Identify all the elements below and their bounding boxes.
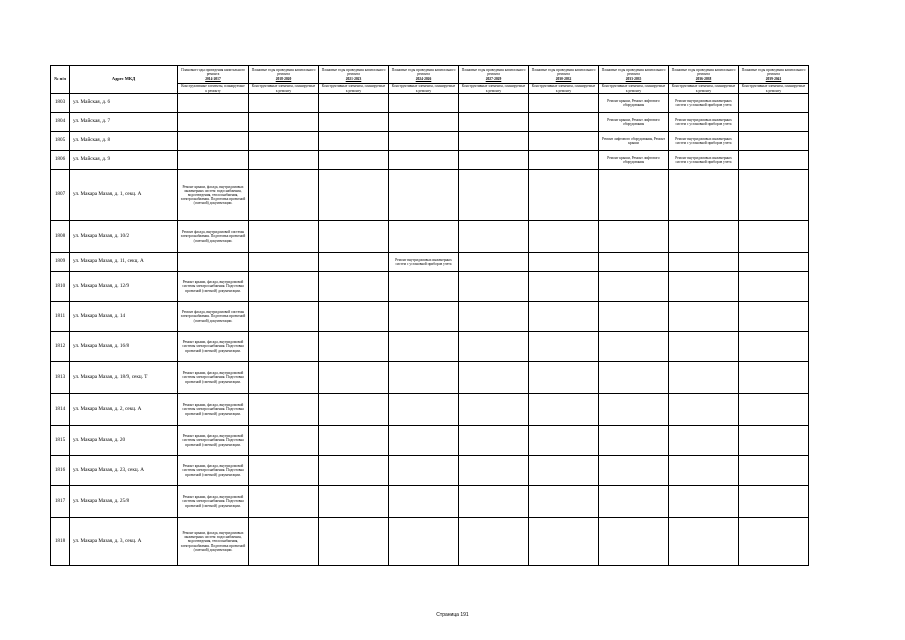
work-cell: Ремонт крыши, Ремонт лифтового оборудования: [599, 151, 669, 170]
header-period: [739, 66, 809, 84]
work-cell: [319, 151, 389, 170]
row-address: ул. Макара Мазая, д. 12/9: [70, 272, 178, 302]
work-cell: [319, 362, 389, 394]
work-cell: Ремонт крыши, фасада, внутридомовой системы электроснабжения. Подготовка проектной (сметной) документации.: [178, 272, 249, 302]
row-address: ул. Макара Мазая, д. 20: [70, 426, 178, 456]
work-cell: Ремонт крыши, фасада, внутридомовой системы электроснабжения. Подготовка проектной (сметной) документации.: [178, 486, 249, 518]
work-cell: [669, 486, 739, 518]
period-years: 2036-2038: [695, 76, 712, 81]
row-number: 1815: [51, 426, 70, 456]
work-cell: Ремонт крыши, фасада, внутридомовых инженерных систем: водоснабжения, водоотведения, теплоснабжения, электроснабжения. Подготовка проектной (сметной) документации.: [178, 518, 249, 566]
work-cell: [529, 132, 599, 151]
work-cell: [389, 94, 459, 113]
work-cell: [599, 362, 669, 394]
work-cell: [319, 272, 389, 302]
row-address: ул. Макара Мазая, д. 2, секц. А: [70, 394, 178, 426]
table-row: [51, 332, 809, 362]
work-cell: [178, 132, 249, 151]
header-address: Адрес МКД: [70, 66, 178, 94]
work-cell: [249, 151, 319, 170]
work-cell: [669, 272, 739, 302]
work-cell: [739, 426, 809, 456]
work-cell: [459, 253, 529, 272]
work-cell: [529, 221, 599, 253]
work-cell: [669, 221, 739, 253]
work-cell: [249, 456, 319, 486]
work-cell: Ремонт внутридомовых инженерных систем с установкой приборов учета: [669, 94, 739, 113]
work-cell: [249, 426, 319, 456]
row-number: 1808: [51, 221, 70, 253]
work-cell: Ремонт лифтового оборудования, Ремонт крыши: [599, 132, 669, 151]
row-address: ул. Макара Мазая, д. 16/8: [70, 332, 178, 362]
period-title: Плановые годы проведения капитального ремонта: [671, 68, 736, 77]
work-cell: Ремонт крыши, фасада, внутридомовой системы электроснабжения. Подготовка проектной (сметной) документации.: [178, 332, 249, 362]
work-cell: [389, 132, 459, 151]
work-cell: [249, 362, 319, 394]
work-cell: [529, 272, 599, 302]
work-cell: [389, 426, 459, 456]
work-cell: Ремонт фасада, внутридомовой системы электроснабжения. Подготовка проектной (сметной) документации.: [178, 221, 249, 253]
work-cell: [459, 486, 529, 518]
work-cell: [178, 94, 249, 113]
work-cell: [739, 518, 809, 566]
work-cell: [249, 253, 319, 272]
work-cell: Ремонт крыши, фасада, внутридомовой системы электроснабжения. Подготовка проектной (сметной) документации.: [178, 426, 249, 456]
work-cell: [249, 486, 319, 518]
work-cell: [459, 394, 529, 426]
work-cell: [249, 221, 319, 253]
work-cell: [249, 272, 319, 302]
row-number: 1811: [51, 302, 70, 332]
table-row: [51, 272, 809, 302]
table-row: [51, 113, 809, 132]
period-years: 2021-2023: [345, 76, 362, 81]
table-row: [51, 362, 809, 394]
work-cell: [669, 394, 739, 426]
period-years: 2033-2035: [625, 76, 642, 81]
header-subtitle: Конструктивные элементы, планируемые к ремонту: [599, 84, 669, 94]
row-address: ул. Макара Мазая, д. 23, секц. А: [70, 456, 178, 486]
header-period: [599, 66, 669, 84]
work-cell: [599, 456, 669, 486]
work-cell: [669, 518, 739, 566]
work-cell: [739, 302, 809, 332]
work-cell: [739, 253, 809, 272]
work-cell: [249, 132, 319, 151]
work-cell: [739, 113, 809, 132]
work-cell: [739, 394, 809, 426]
period-years: 2030-2032: [555, 76, 572, 81]
work-cell: Ремонт внутридомовых инженерных систем с установкой приборов учета: [669, 113, 739, 132]
row-address: ул. Макара Мазая, д. 3, секц. А: [70, 518, 178, 566]
work-cell: [669, 253, 739, 272]
row-address: ул. Майская, д. 9: [70, 151, 178, 170]
work-cell: [599, 394, 669, 426]
table-row: [51, 518, 809, 566]
work-cell: [319, 394, 389, 426]
work-cell: Ремонт фасада, внутридомовой системы электроснабжения. Подготовка проектной (сметной) документации.: [178, 302, 249, 332]
table-header: [51, 66, 809, 94]
row-number: 1803: [51, 94, 70, 113]
work-cell: [529, 113, 599, 132]
period-title: Плановые годы проведения капитального ремонта: [531, 68, 596, 77]
work-cell: [459, 426, 529, 456]
work-cell: [459, 518, 529, 566]
row-number: 1807: [51, 170, 70, 221]
work-cell: [529, 151, 599, 170]
header-period: [529, 66, 599, 84]
work-cell: [669, 332, 739, 362]
table-row: [51, 94, 809, 113]
work-cell: [319, 456, 389, 486]
work-cell: [178, 253, 249, 272]
row-address: ул. Майская, д. 8: [70, 132, 178, 151]
work-cell: [178, 113, 249, 132]
work-cell: [459, 302, 529, 332]
work-cell: [529, 253, 599, 272]
work-cell: [319, 426, 389, 456]
work-cell: [739, 170, 809, 221]
row-address: ул. Майская, д. 7: [70, 113, 178, 132]
work-cell: [739, 332, 809, 362]
row-address: ул. Макара Мазая, д. 14: [70, 302, 178, 332]
work-cell: Ремонт крыши, фасада, внутридомовой системы электроснабжения. Подготовка проектной (сметной) документации.: [178, 362, 249, 394]
work-cell: Ремонт внутридомовых инженерных систем с установкой приборов учета: [669, 132, 739, 151]
period-years: 2024-2026: [415, 76, 432, 81]
work-cell: [389, 332, 459, 362]
period-years: 2018-2020: [275, 76, 292, 81]
header-subtitle: Конструктивные элементы, планируемые к ремонту: [389, 84, 459, 94]
work-cell: [459, 221, 529, 253]
header-period: [459, 66, 529, 84]
row-number: 1810: [51, 272, 70, 302]
header-subtitle: Конструктивные элементы, планируемые к ремонту: [529, 84, 599, 94]
table-row: [51, 253, 809, 272]
period-title: Плановые годы проведения капитального ремонта: [391, 68, 456, 77]
work-cell: [249, 302, 319, 332]
work-cell: [599, 302, 669, 332]
period-title: Плановые годы проведения капитального ремонта: [321, 68, 386, 77]
work-cell: [529, 362, 599, 394]
work-cell: [389, 302, 459, 332]
work-cell: [669, 170, 739, 221]
work-cell: [599, 486, 669, 518]
work-cell: [319, 170, 389, 221]
work-cell: [669, 456, 739, 486]
work-cell: [459, 94, 529, 113]
row-number: 1813: [51, 362, 70, 394]
work-cell: [669, 362, 739, 394]
work-cell: [599, 221, 669, 253]
work-cell: [739, 151, 809, 170]
work-cell: [249, 113, 319, 132]
work-cell: [319, 221, 389, 253]
work-cell: [599, 426, 669, 456]
row-number: 1805: [51, 132, 70, 151]
header-period: [669, 66, 739, 84]
row-number: 1804: [51, 113, 70, 132]
work-cell: [459, 272, 529, 302]
row-number: 1809: [51, 253, 70, 272]
work-cell: Ремонт крыши, фасада, внутридомовых инженерных систем: водоснабжения, водоотведения, теплоснабжения, электроснабжения. Подготовка проектной (сметной) документации.: [178, 170, 249, 221]
work-cell: [319, 253, 389, 272]
period-years: 2039-2041: [765, 76, 782, 81]
work-cell: [739, 456, 809, 486]
work-cell: [529, 394, 599, 426]
row-number: 1817: [51, 486, 70, 518]
header-period: [389, 66, 459, 84]
work-cell: [739, 94, 809, 113]
work-cell: [459, 332, 529, 362]
work-cell: Ремонт крыши, фасада, внутридомовой системы электроснабжения. Подготовка проектной (сметной) документации.: [178, 456, 249, 486]
work-cell: Ремонт крыши, фасада, внутридомовой системы электроснабжения. Подготовка проектной (сметной) документации.: [178, 394, 249, 426]
work-cell: [739, 272, 809, 302]
work-cell: [459, 151, 529, 170]
work-cell: Ремонт крыши, Ремонт лифтового оборудования: [599, 113, 669, 132]
work-cell: [389, 113, 459, 132]
work-cell: [599, 272, 669, 302]
work-cell: [249, 394, 319, 426]
table-row: [51, 170, 809, 221]
row-address: ул. Макара Мазая, д. 11, секц. А: [70, 253, 178, 272]
header-period: [178, 66, 249, 84]
table-row: [51, 456, 809, 486]
work-cell: [319, 518, 389, 566]
table-body: [51, 94, 809, 566]
header-subtitle: Конструктивные элементы, планируемые к ремонту: [459, 84, 529, 94]
work-cell: [389, 272, 459, 302]
work-cell: [739, 221, 809, 253]
row-number: 1814: [51, 394, 70, 426]
work-cell: [319, 332, 389, 362]
header-subtitle: Конструктивные элементы, планируемые к ремонту: [739, 84, 809, 94]
work-cell: [599, 253, 669, 272]
row-address: ул. Макара Мазая, д. 10/2: [70, 221, 178, 253]
header-subtitle: Конструктивные элементы, планируемые к ремонту: [319, 84, 389, 94]
table-row: [51, 394, 809, 426]
work-cell: [249, 332, 319, 362]
work-cell: [459, 170, 529, 221]
work-cell: [389, 221, 459, 253]
work-cell: [389, 170, 459, 221]
table-row: [51, 302, 809, 332]
header-subtitle: Конструктивные элементы, планируемые к ремонту: [178, 84, 249, 94]
work-cell: [739, 486, 809, 518]
row-number: 1812: [51, 332, 70, 362]
work-cell: [389, 362, 459, 394]
work-cell: [249, 94, 319, 113]
repair-schedule-table: [50, 65, 809, 566]
work-cell: [178, 151, 249, 170]
page-number: Страница 191: [436, 612, 469, 618]
work-cell: [529, 518, 599, 566]
period-title: Плановые годы проведения капитального ремонта: [741, 68, 806, 77]
work-cell: [319, 94, 389, 113]
work-cell: [319, 486, 389, 518]
work-cell: Ремонт внутридомовых инженерных систем с установкой приборов учета: [389, 253, 459, 272]
work-cell: [599, 332, 669, 362]
row-address: ул. Макара Мазая, д. 25/8: [70, 486, 178, 518]
work-cell: [669, 426, 739, 456]
row-number: 1818: [51, 518, 70, 566]
work-cell: Ремонт крыши, Ремонт лифтового оборудования: [599, 94, 669, 113]
work-cell: [529, 486, 599, 518]
work-cell: [599, 170, 669, 221]
work-cell: [389, 518, 459, 566]
work-cell: [459, 362, 529, 394]
header-period: [249, 66, 319, 84]
table-row: [51, 426, 809, 456]
row-address: ул. Майская, д. 6: [70, 94, 178, 113]
period-title: Плановые годы проведения капитального ремонта: [181, 68, 245, 77]
table-row: [51, 486, 809, 518]
work-cell: [669, 302, 739, 332]
header-num: № п/п: [51, 66, 70, 94]
work-cell: [529, 456, 599, 486]
table-row: [51, 132, 809, 151]
work-cell: [249, 170, 319, 221]
work-cell: [529, 302, 599, 332]
period-years: 2014-2017: [205, 76, 221, 81]
header-subtitle: Конструктивные элементы, планируемые к ремонту: [249, 84, 319, 94]
work-cell: [529, 94, 599, 113]
row-number: 1806: [51, 151, 70, 170]
work-cell: [389, 486, 459, 518]
work-cell: [319, 302, 389, 332]
header-subtitle: Конструктивные элементы, планируемые к ремонту: [669, 84, 739, 94]
work-cell: [459, 113, 529, 132]
work-cell: [319, 113, 389, 132]
work-cell: [529, 332, 599, 362]
work-cell: [529, 426, 599, 456]
work-cell: [459, 132, 529, 151]
work-cell: [249, 518, 319, 566]
work-cell: [389, 151, 459, 170]
work-cell: Ремонт внутридомовых инженерных систем с установкой приборов учета: [669, 151, 739, 170]
header-period: [319, 66, 389, 84]
period-years: 2027-2029: [485, 76, 502, 81]
work-cell: [389, 456, 459, 486]
work-cell: [529, 170, 599, 221]
row-address: ул. Макара Мазая, д. 1, секц. А: [70, 170, 178, 221]
table-row: [51, 221, 809, 253]
work-cell: [599, 518, 669, 566]
work-cell: [459, 456, 529, 486]
period-title: Плановые годы проведения капитального ремонта: [461, 68, 526, 77]
row-number: 1816: [51, 456, 70, 486]
period-title: Плановые годы проведения капитального ремонта: [601, 68, 666, 77]
work-cell: [389, 394, 459, 426]
table-row: [51, 151, 809, 170]
row-address: ул. Макара Мазая, д. 18/9, секц. Т: [70, 362, 178, 394]
repair-schedule-sheet: [50, 65, 808, 566]
period-title: Плановые годы проведения капитального ремонта: [251, 68, 316, 77]
work-cell: [739, 132, 809, 151]
work-cell: [739, 362, 809, 394]
work-cell: [319, 132, 389, 151]
